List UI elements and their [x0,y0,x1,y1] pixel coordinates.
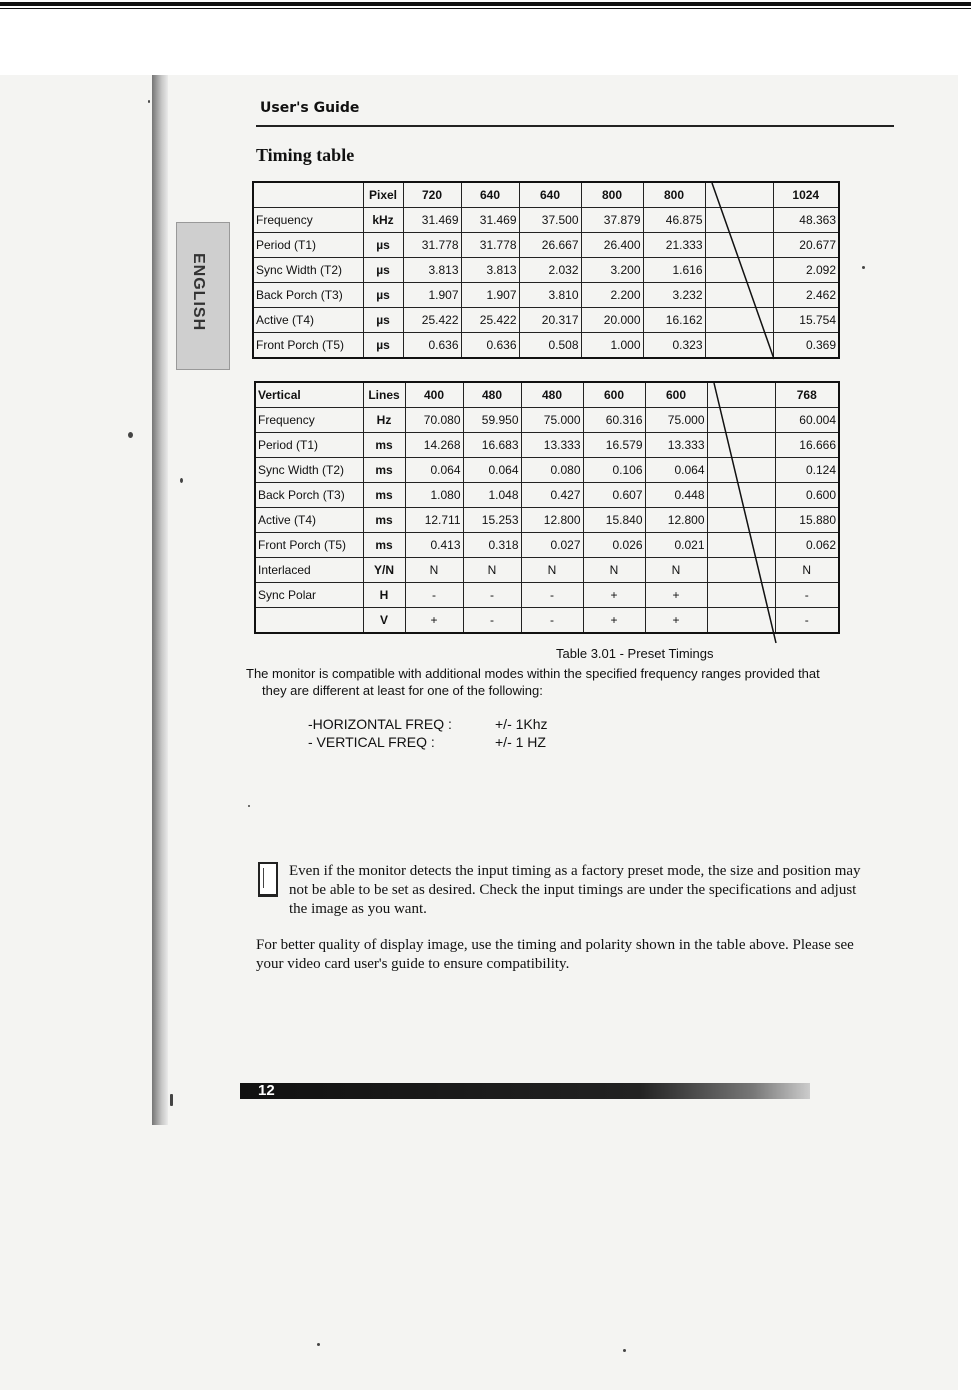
language-tab-label: ENGLISH [190,253,207,332]
scan-speck [317,1343,320,1346]
table-cell: 59.950 [463,408,521,433]
table-cell [707,508,775,533]
table-cell: 15.754 [773,308,839,333]
row-unit: ms [363,458,405,483]
row-label: Back Porch (T3) [255,483,363,508]
vertical-freq-label: - VERTICAL FREQ : [308,734,435,750]
table-header-row [255,382,839,408]
header-rule [256,125,894,127]
table-cell: 70.080 [405,408,463,433]
row-unit: ms [363,533,405,558]
header-cell: 600 [645,382,707,408]
header-title: User's Guide [260,100,360,116]
horizontal-freq-label: -HORIZONTAL FREQ : [308,716,452,732]
section-title: Timing table [256,145,355,165]
page-number: 12 [258,1082,275,1099]
table-cell: 0.448 [645,483,707,508]
table-cell: + [645,583,707,608]
row-label: Interlaced [255,558,363,583]
table-cell: + [405,608,463,634]
table-cell: 20.677 [773,233,839,258]
table-cell [707,608,775,634]
table-cell: 75.000 [645,408,707,433]
table-cell: 12.800 [521,508,583,533]
table-cell: - [463,583,521,608]
header-cell: 800 [643,182,705,208]
table-cell: + [645,608,707,634]
table-cell: 60.316 [583,408,645,433]
table-cell: + [583,608,645,634]
header-cell: 1024 [773,182,839,208]
table-cell: 3.200 [581,258,643,283]
table-row [253,308,839,333]
row-label: Sync Width (T2) [255,458,363,483]
row-unit: µs [363,233,403,258]
header-cell: 720 [403,182,461,208]
header-cell [253,182,363,208]
table-cell [707,433,775,458]
note-icon [258,862,278,897]
header-cell: 800 [581,182,643,208]
table-row [253,283,839,308]
table-cell: - [521,583,583,608]
note-text: Even if the monitor detects the input timing as a factory preset mode, the size and position may not be able to be set as desired. Check the input timings are under the specifications and adjust the image as you want. [289,863,861,917]
row-unit: ms [363,433,405,458]
table-cell: 1.907 [461,283,519,308]
table-cell: 46.875 [643,208,705,233]
table-row [255,458,839,483]
row-label [255,608,363,634]
scan-speck [170,1094,173,1106]
scan-speck [128,432,133,438]
table-row [253,258,839,283]
header-cell: 480 [521,382,583,408]
table-cell: 16.666 [775,433,839,458]
table-caption: Table 3.01 - Preset Timings [556,646,714,661]
language-tab [176,222,230,370]
header-cell: 400 [405,382,463,408]
table-cell: 31.778 [461,233,519,258]
table-cell [705,258,773,283]
table-cell: N [645,558,707,583]
table-cell: 0.413 [405,533,463,558]
header-cell: 480 [463,382,521,408]
table-cell: 12.800 [645,508,707,533]
table-cell: 13.333 [521,433,583,458]
row-unit: Y/N [363,558,405,583]
header-cell: Pixel [363,182,403,208]
table-cell: - [521,608,583,634]
row-label: Sync Polar [255,583,363,608]
scan-speck [180,478,183,483]
table-cell: 13.333 [645,433,707,458]
row-unit: ms [363,508,405,533]
table-cell: 15.840 [583,508,645,533]
table-cell: 60.004 [775,408,839,433]
table-cell [705,208,773,233]
table-row [255,558,839,583]
table-cell: 16.162 [643,308,705,333]
table-cell: 0.323 [643,333,705,359]
row-unit: µs [363,308,403,333]
table-cell: 3.813 [461,258,519,283]
table-cell: 0.064 [645,458,707,483]
table-row [255,508,839,533]
table-cell [705,233,773,258]
header-cell: 600 [583,382,645,408]
table-cell: 1.080 [405,483,463,508]
header-cell: 768 [775,382,839,408]
table-cell [705,333,773,359]
scan-speck [148,100,150,103]
table-cell: 14.268 [405,433,463,458]
row-label: Active (T4) [255,508,363,533]
row-unit: V [363,608,405,634]
row-unit: µs [363,333,403,359]
header-cell: 640 [519,182,581,208]
row-label: Period (T1) [255,433,363,458]
table-cell: 0.064 [405,458,463,483]
table-cell: 26.400 [581,233,643,258]
vertical-timing-table [254,381,840,634]
binding-shadow [152,75,168,1125]
table-row [255,583,839,608]
table-cell: 0.027 [521,533,583,558]
top-border-thick [0,2,971,6]
table-cell: 16.683 [463,433,521,458]
table-cell: - [775,583,839,608]
table-cell [707,408,775,433]
table-cell: N [583,558,645,583]
compatibility-line-2: they are different at least for one of the following: [262,683,543,698]
table-row [255,483,839,508]
table-cell: 2.462 [773,283,839,308]
table-cell: 0.021 [645,533,707,558]
row-unit: kHz [363,208,403,233]
table-cell: N [405,558,463,583]
header-cell [705,182,773,208]
row-label: Active (T4) [253,308,363,333]
compatibility-line-1: The monitor is compatible with additional modes within the specified frequency ranges provided that [246,666,820,681]
header-cell: Lines [363,382,405,408]
table-cell: N [463,558,521,583]
table-cell: 12.711 [405,508,463,533]
row-label: Period (T1) [253,233,363,258]
table-cell: 0.080 [521,458,583,483]
table-cell: N [521,558,583,583]
table-cell: 48.363 [773,208,839,233]
table-cell: 16.579 [583,433,645,458]
table-cell: 2.092 [773,258,839,283]
row-label: Frequency [253,208,363,233]
header-cell [707,382,775,408]
scan-speck [862,266,865,269]
row-unit: µs [363,283,403,308]
table-cell: 15.880 [775,508,839,533]
horizontal-freq-value: +/- 1Khz [495,716,548,732]
table-cell: 1.000 [581,333,643,359]
table-cell [707,583,775,608]
table-cell: 0.600 [775,483,839,508]
table-row [253,208,839,233]
table-row [255,533,839,558]
table-cell: 3.810 [519,283,581,308]
table-cell: 2.200 [581,283,643,308]
table-cell: 0.369 [773,333,839,359]
table-cell [707,483,775,508]
table-cell: 37.500 [519,208,581,233]
row-label: Frequency [255,408,363,433]
compatibility-paragraph [246,665,916,699]
table-cell: 0.026 [583,533,645,558]
table-row [255,408,839,433]
row-unit: Hz [363,408,405,433]
horizontal-timing-table [252,181,840,359]
table-row [253,233,839,258]
table-cell: 25.422 [403,308,461,333]
row-label: Front Porch (T5) [255,533,363,558]
header-cell: Vertical [255,382,363,408]
table-cell: - [463,608,521,634]
table-cell: 0.636 [461,333,519,359]
table-cell: 25.422 [461,308,519,333]
table-cell: 0.106 [583,458,645,483]
table-cell: - [775,608,839,634]
table-row [253,333,839,359]
table-cell: 20.317 [519,308,581,333]
row-unit: H [363,583,405,608]
table-cell: 0.124 [775,458,839,483]
table-cell: + [583,583,645,608]
table-cell: 31.469 [461,208,519,233]
scan-speck [623,1349,626,1352]
row-unit: ms [363,483,405,508]
table-cell: 0.607 [583,483,645,508]
table-cell: 2.032 [519,258,581,283]
table-cell: 0.318 [463,533,521,558]
footer-bar [240,1083,810,1099]
table-cell: 1.048 [463,483,521,508]
header-cell: 640 [461,182,519,208]
vertical-freq-value: +/- 1 HZ [495,734,546,750]
table-cell: 31.469 [403,208,461,233]
table-cell: 1.616 [643,258,705,283]
table-cell [705,283,773,308]
row-label: Front Porch (T5) [253,333,363,359]
table-cell: 21.333 [643,233,705,258]
table-row [255,608,839,634]
row-unit: µs [363,258,403,283]
table-cell [707,458,775,483]
table-cell [705,308,773,333]
table-cell: 75.000 [521,408,583,433]
recommendation-text: For better quality of display image, use the timing and polarity shown in the table above. Please see your video card user's guide to ensure compatibility. [256,937,854,972]
table-cell [707,558,775,583]
table-row [255,433,839,458]
table-cell: 31.778 [403,233,461,258]
table-cell: 0.508 [519,333,581,359]
table-cell: 15.253 [463,508,521,533]
table-header-row [253,182,839,208]
table-cell [707,533,775,558]
table-cell: 1.907 [403,283,461,308]
row-label: Sync Width (T2) [253,258,363,283]
table-cell: 26.667 [519,233,581,258]
table-cell: N [775,558,839,583]
scan-speck [248,805,250,807]
table-cell: 20.000 [581,308,643,333]
row-label: Back Porch (T3) [253,283,363,308]
table-cell: 3.232 [643,283,705,308]
table-cell: 37.879 [581,208,643,233]
table-cell: 0.636 [403,333,461,359]
table-cell: - [405,583,463,608]
top-border-thin [0,8,971,9]
table-cell: 0.062 [775,533,839,558]
table-cell: 0.064 [463,458,521,483]
table-cell: 0.427 [521,483,583,508]
table-cell: 3.813 [403,258,461,283]
